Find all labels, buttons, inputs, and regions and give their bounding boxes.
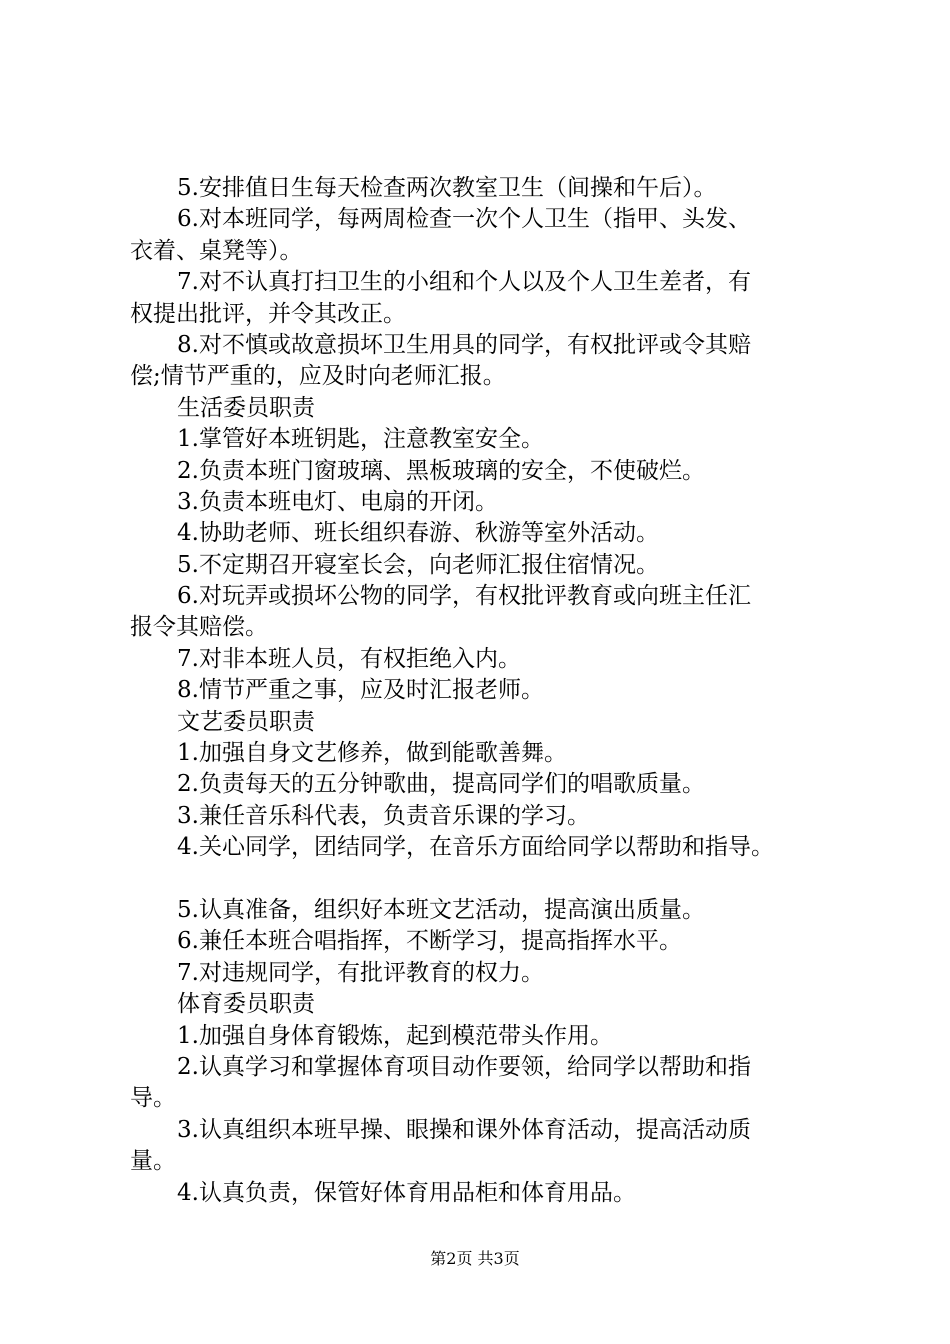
text-line: 5.认真准备，组织好本班文艺活动，提高演出质量。 — [177, 896, 705, 923]
text-line: 2.负责每天的五分钟歌曲，提高同学们的唱歌质量。 — [177, 771, 705, 798]
text-line: 2.负责本班门窗玻璃、黑板玻璃的安全，不使破烂。 — [177, 457, 705, 484]
text-line: 5.安排值日生每天检查两次教室卫生（间操和午后）。 — [177, 175, 717, 201]
section-heading: 文艺委员职责 — [177, 708, 315, 735]
text-line: 报令其赔偿。 — [130, 614, 268, 641]
text-line: 7.对非本班人员，有权拒绝入内。 — [177, 645, 521, 672]
text-line: 1.加强自身文艺修养，做到能歌善舞。 — [177, 740, 567, 767]
text-line: 6.兼任本班合唱指挥，不断学习，提高指挥水平。 — [177, 928, 682, 955]
text-line: 7.对不认真打扫卫生的小组和个人以及个人卫生差者，有 — [177, 269, 751, 296]
text-line: 8.情节严重之事，应及时汇报老师。 — [177, 677, 544, 704]
text-line: 衣着、桌凳等）。 — [130, 237, 303, 264]
text-line: 6.对玩弄或损坏公物的同学，有权批评教育或向班主任汇 — [177, 583, 751, 610]
text-line: 4.认真负责，保管好体育用品柜和体育用品。 — [177, 1179, 636, 1206]
text-line: 7.对违规同学，有批评教育的权力。 — [177, 959, 544, 986]
text-line: 6.对本班同学，每两周检查一次个人卫生（指甲、头发、 — [177, 206, 751, 233]
text-line: 权提出批评，并令其改正。 — [130, 300, 406, 327]
text-line: 1.掌管好本班钥匙，注意教室安全。 — [177, 426, 544, 453]
text-line: 1.加强自身体育锻炼，起到模范带头作用。 — [177, 1022, 613, 1049]
text-line: 3.认真组织本班早操、眼操和课外体育活动，提高活动质 — [177, 1116, 751, 1143]
section-heading: 生活委员职责 — [177, 394, 315, 421]
text-line: 3.兼任音乐科代表，负责音乐课的学习。 — [177, 802, 590, 829]
text-line: 导。 — [130, 1085, 176, 1112]
blank-line — [130, 864, 835, 895]
section-heading: 体育委员职责 — [177, 991, 315, 1018]
page-number-footer: 第2页 共3页 — [430, 1249, 520, 1268]
text-line: 偿;情节严重的，应及时向老师汇报。 — [130, 363, 506, 390]
text-line: 8.对不慎或故意损坏卫生用具的同学，有权批评或令其赔 — [177, 331, 751, 358]
document-body — [130, 173, 835, 1209]
text-line: 4.协助老师、班长组织春游、秋游等室外活动。 — [177, 520, 659, 547]
text-line: 5.不定期召开寝室长会，向老师汇报住宿情况。 — [177, 551, 659, 578]
text-line: 3.负责本班电灯、电扇的开闭。 — [177, 488, 498, 515]
text-line: 2.认真学习和掌握体育项目动作要领，给同学以帮助和指 — [177, 1053, 751, 1080]
text-line: 量。 — [130, 1148, 176, 1175]
text-line: 4.关心同学，团结同学，在音乐方面给同学以帮助和指导。 — [177, 834, 774, 861]
